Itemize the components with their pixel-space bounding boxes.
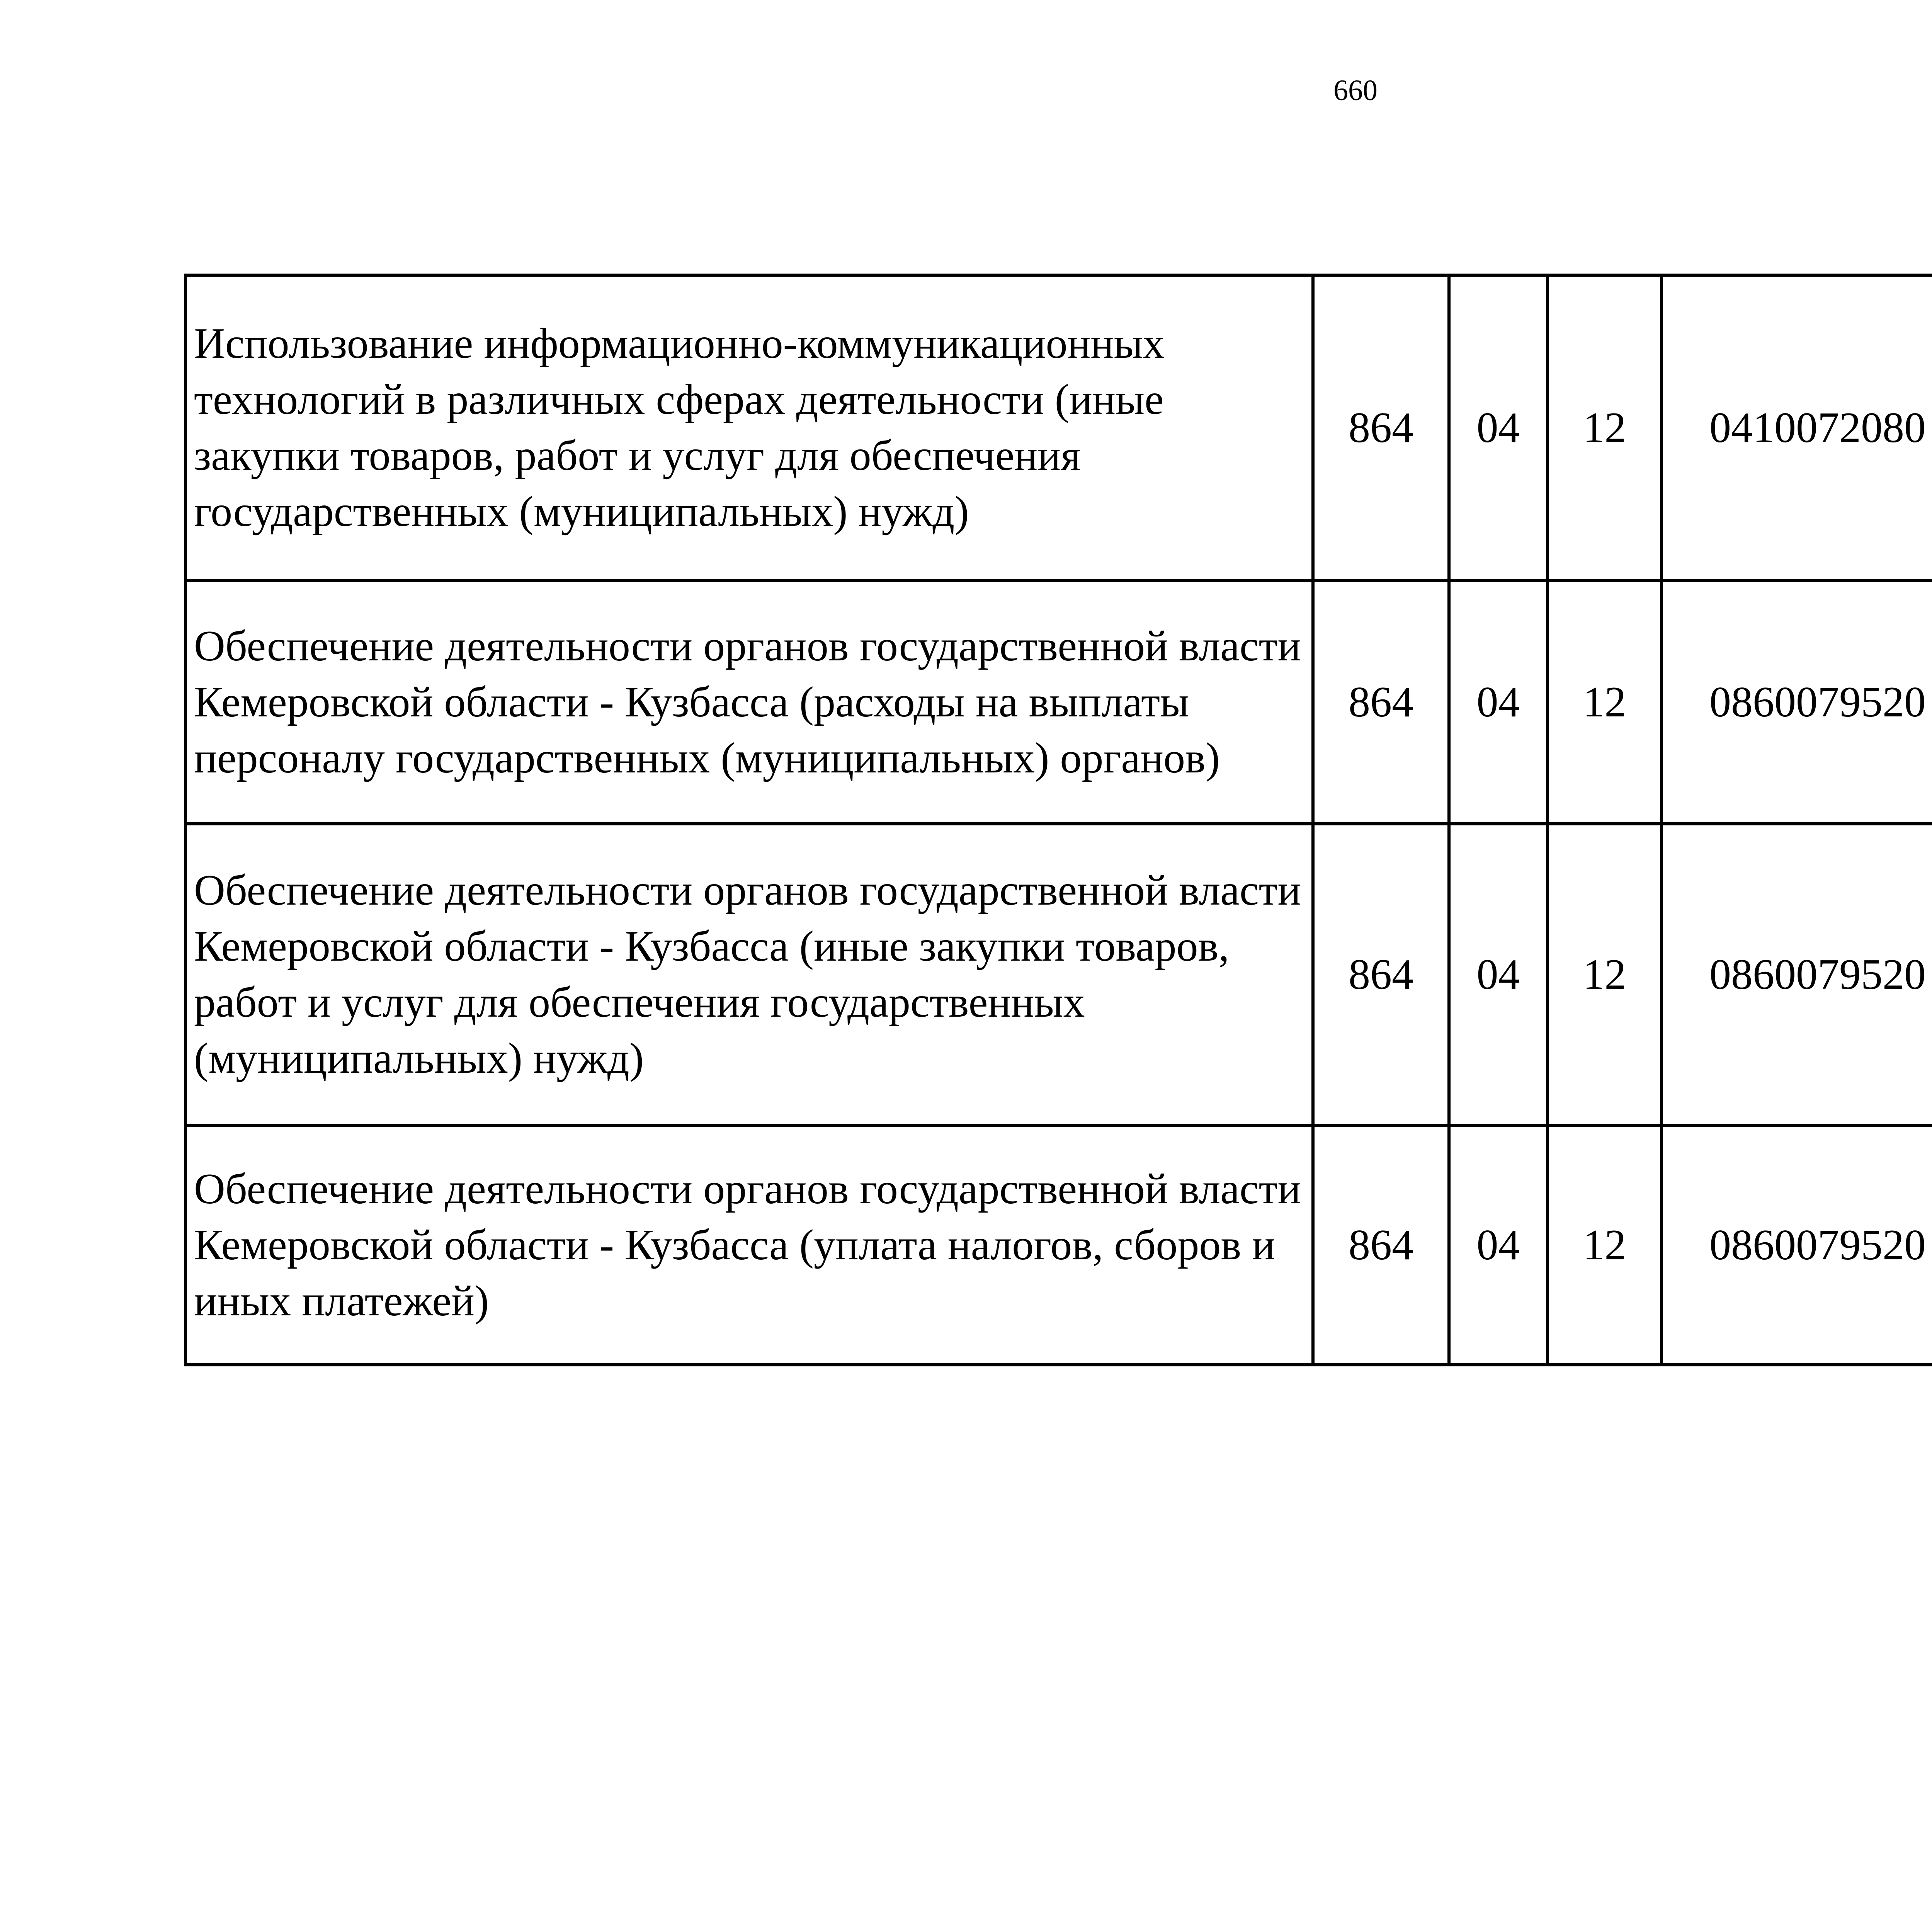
subsection-code: 12: [1548, 580, 1662, 824]
row-description: Обеспечение деятельности органов государственной власти Кемеровской области - Кузбасса (уплата налогов, сборов и иных платежей): [185, 1125, 1313, 1365]
grbs-code: 864: [1313, 824, 1449, 1125]
target-article-code: 0860079520: [1662, 824, 1932, 1125]
subsection-code: 12: [1548, 275, 1662, 580]
target-article-code: 0410072080: [1662, 275, 1932, 580]
section-code: 04: [1449, 824, 1548, 1125]
page-number: 660: [1333, 74, 1378, 107]
section-code: 04: [1449, 1125, 1548, 1365]
row-description: Обеспечение деятельности органов государственной власти Кемеровской области - Кузбасса (расходы на выплаты персоналу государственных (муниципальных) органов): [185, 580, 1313, 824]
table-row: [185, 580, 1932, 824]
table-row: [185, 275, 1932, 580]
table-row: [185, 824, 1932, 1125]
grbs-code: 864: [1313, 1125, 1449, 1365]
target-article-code: 0860079520: [1662, 580, 1932, 824]
subsection-code: 12: [1548, 824, 1662, 1125]
grbs-code: 864: [1313, 580, 1449, 824]
grbs-code: 864: [1313, 275, 1449, 580]
row-description: Использование информационно-коммуникационных технологий в различных сферах деятельности (иные закупки товаров, работ и услуг для обеспечения государственных (муниципальных) нужд): [185, 275, 1313, 580]
table-row: [185, 1125, 1932, 1365]
row-description: Обеспечение деятельности органов государственной власти Кемеровской области - Кузбасса (иные закупки товаров, работ и услуг для обеспечения государственных (муниципальных) нужд): [185, 824, 1313, 1125]
section-code: 04: [1449, 275, 1548, 580]
subsection-code: 12: [1548, 1125, 1662, 1365]
section-code: 04: [1449, 580, 1548, 824]
target-article-code: 0860079520: [1662, 1125, 1932, 1365]
budget-table: [184, 274, 1932, 1366]
